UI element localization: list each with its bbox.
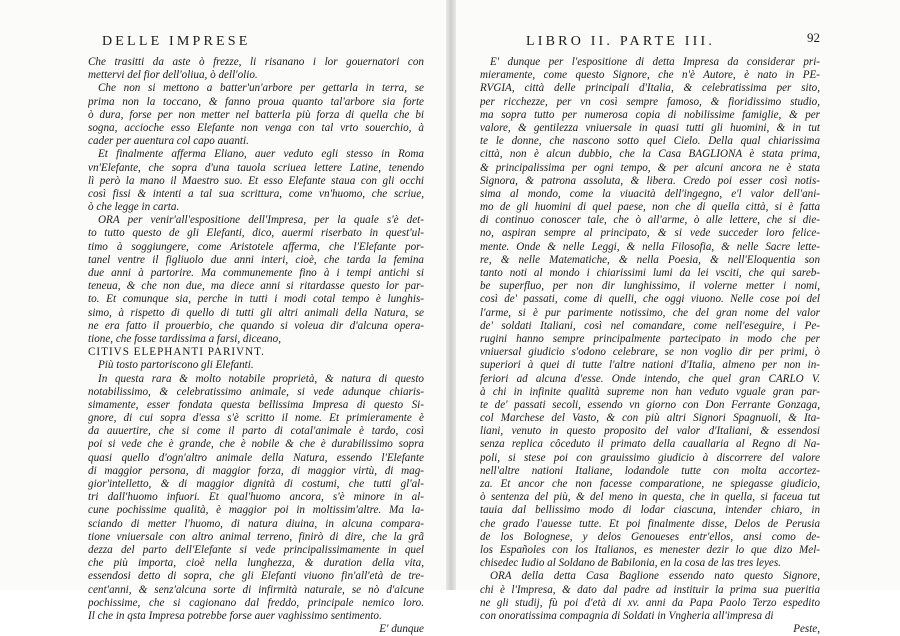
- text-line: notabilissimo, & celebratissimo animale, si vede adunque chiaris-: [88, 385, 424, 398]
- text-line: tauia dal bellissimo modo di lodar ciascuna, intender chiaro, in: [480, 504, 820, 517]
- text-line: cune pochissime qualità, è maggior poi in moltissim'altre. Ma la-: [88, 504, 424, 517]
- text-line: essendosi detto di sopra, che gli Elefanti viuono fin'all'età de tre-: [88, 570, 424, 583]
- text-line: così fissi & intenti a tal sua scrittura, come vn'huomo, che scriue,: [88, 187, 424, 200]
- text-line: mettervi del fior dell'oliua, ò dell'olio.: [88, 69, 258, 82]
- text-line: che più importa, cioè nella lunghezza, & duration della vita,: [88, 557, 424, 570]
- text-line: Più tosto partoriscono gli Elefanti.: [98, 359, 254, 372]
- text-line: Che trasitti da aste ò frezze, li risanano i lor gouernatori con: [88, 56, 424, 68]
- text-line: sciando di metter l'huomo, di natura diuina, in alcuna compara-: [88, 517, 424, 530]
- text-line: CITIVS ELEPHANTI PARIVNT.: [88, 346, 265, 359]
- text-line: quasi quello d'ogn'altro animale della Natura, essendo l'Elefante: [88, 451, 424, 464]
- text-line: mieramente, come questo Signore, che n'è Autore, è nato in PE-: [480, 69, 820, 82]
- text-line: rugini hanno sempre principalmente partecipato in modo che per: [480, 332, 820, 345]
- text-line: cent'anni, & senz'alcuna sorte di infirmità naturale, se nò d'alcune: [88, 583, 424, 596]
- running-title-right: LIBRO II. PARTE III.: [526, 34, 716, 49]
- text-line: con onoratissima compagnia di Soldati in Vngheria all'impresa di: [480, 609, 774, 622]
- text-line: per ricchezze, per vn così sempre famoso, & fioridissimo studio,: [480, 95, 820, 108]
- text-line: E' dunque per l'espositione di detta Impresa da considerar pri-: [490, 56, 820, 68]
- text-line: & principalissima per ogni tempo, & per alcuni ancora ne è stata: [480, 161, 820, 174]
- text-line: poli, si stese poi con grauissimo giudicio à discorrere del valore: [480, 451, 820, 464]
- text-line: di maggior persona, di maggior forza, di maggior virtù, di mag-: [88, 464, 424, 477]
- text-line: ò dura, forse per non metter nel batterla più forza di quella che bi: [88, 108, 424, 121]
- text-line: tione vniuersale con altro animal terreno, finirò di dire, che la grã: [88, 530, 424, 543]
- text-line: te le donne, che nascono sotto quel Cielo. Della qual chiarissima: [480, 135, 820, 148]
- text-line: tanto noti al mondo i chiarissimi lumi da lei vsciti, che qui sareb-: [480, 267, 820, 279]
- text-line: to. Et comunque sia, perche in tutti i modi cotal tempo è lunghis-: [88, 293, 424, 306]
- text-line: à chi in infinite qualità supreme non han veduto vguale gran par-: [480, 385, 820, 398]
- text-line: ORA per venir'all'espositione dell'Impresa, per la quale s'è det-: [98, 214, 424, 227]
- text-line: teneua, & che non due, ma diece anni si ritardasse questo lor par-: [88, 280, 424, 293]
- text-line: cader per auentura col capo auanti.: [88, 135, 249, 148]
- text-line: chi è l'Impresa, & dato dal padre ad instituir la prima sua pueritia: [480, 583, 820, 596]
- text-line: mo de gli huomini di quel paese, non che di quella città, si è fatta: [480, 201, 820, 214]
- text-line: ne gli studij, fù poi d'età di xv. anni da Papa Paolo Terzo espedito: [480, 596, 820, 609]
- text-line: los Españoles con los Italianos, es menester dezir lo que dizo Mel-: [480, 543, 820, 556]
- text-line: lì però la mano il Maestro suo. Et esso Elefante staua con gli occhi: [88, 174, 424, 187]
- text-line: sima al mondo, come la viuacità dell'ingegno, e'l valor dell'ani-: [480, 187, 820, 200]
- text-line: da auuertire, che si come il parto di cotal'animale è tardo, così: [88, 425, 424, 438]
- text-line: feriori ad alcuna d'esse. Onde intendo, che quel gran CARLO V.: [480, 372, 820, 385]
- text-line: to tutto questo de gli Elefanti, dico, auermi riserbato in quest'ul-: [88, 227, 424, 240]
- running-title-left: DELLE IMPRESE: [102, 34, 251, 49]
- text-line: gnore, di cui sopra d'essa s'è scritto il nome. Et primieramente è: [88, 412, 424, 425]
- text-line: tri dall'huomo infuori. Et qual'huomo ancora, s'è minore in al-: [88, 491, 424, 504]
- text-line: poi si vede che è grande, che è nobile & che è durabilissimo sopra: [88, 438, 424, 451]
- text-line: timo à soggiungere, come Aristotele afferma, che l'Elefante por-: [88, 240, 424, 253]
- text-line: vn'Elefante, che sopra d'una tauola scriuea lettere Latine, tenendo: [88, 161, 424, 174]
- text-line: ò che legge in carta.: [88, 201, 180, 214]
- text-line: dezza del parto dell'Elefante si vede principalissimamente in quel: [88, 543, 424, 556]
- text-line: sogna, accioche esso Elefante non venga con tal vrto souerchio, à: [88, 121, 424, 134]
- text-line: col Marchese del Vasto, & con più altri Signori Spagnuoli, & Ita-: [480, 412, 820, 425]
- text-line: ne era fatto il prouerbio, che quando si voleua dir d'alcuna opera-: [88, 319, 424, 332]
- text-line: così de' passati, come di quelli, che oggi viuono. Nelle cose poi del: [480, 293, 820, 306]
- text-line: Il che in qsta Impresa potrebbe forse auer vaghissimo sentimento.: [88, 609, 382, 622]
- text-line: ORA della detta Casa Baglione essendo nato questo Signore,: [490, 570, 820, 583]
- text-line: no, aspiran sempre al principato, & si vede succeder loro felice-: [480, 227, 820, 240]
- text-line: chisedec Iudio al Soldano de Babilonia, en la cosa de las tres leyes.: [480, 557, 781, 570]
- text-line: pochissime, che si cagionano dal freddo, principale nemico loro.: [88, 596, 424, 609]
- text-line: za. Et ancor che non facesse comparatione, ne spiegasse giudicio,: [480, 478, 820, 490]
- text-line: l'arme, si è pur parimente notissimo, che del gran nome del valor: [480, 306, 820, 319]
- text-line: simamente, esser fondata questa bellissima Impresa di questo Si-: [88, 398, 424, 411]
- text-line: gior'intelletto, & di maggior dignità di costumi, che tutti gl'al-: [88, 478, 424, 490]
- text-line: senza replica côceduto il primato della cauallaria al Regno di Na-: [480, 438, 820, 451]
- text-line: nell'altre nationi Italiane, lodandole tutte con molta accortez-: [480, 464, 820, 477]
- text-line: che grado l'auesse tutte. Et poi finalmente disse, Delos de Perusia: [480, 517, 820, 530]
- text-line: re, & nelle Matematiche, & nella Poesia, & nell'Eloquentia son: [480, 253, 820, 266]
- right-page-text: [480, 56, 820, 636]
- page-number: 92: [807, 30, 820, 45]
- right-page: [480, 30, 820, 636]
- text-line: be superfluo, per non dir lunghissimo, il volerne metter i nomi,: [480, 280, 820, 293]
- catchword: Peste,: [793, 623, 820, 636]
- text-line: tione, che fosse tardissima a farsi, diceano,: [88, 332, 281, 345]
- left-page-text: [88, 56, 424, 636]
- text-line: liani, venuto in questo proposito del valor d'Italiani, & essendosi: [480, 425, 820, 438]
- text-line: città, non è alcun dubbio, che la Casa BAGLIONA è stata prima,: [480, 148, 820, 161]
- text-line: de los Bolognese, y delos Genoueses entr'ellos, ansi como de-: [480, 530, 820, 543]
- text-line: prima non la toccano, & fanno proua quanto tal'arbore sia forte: [88, 95, 424, 108]
- book-gutter: [446, 0, 456, 590]
- text-line: Et finalmente afferma Eliano, auer veduto egli stesso in Roma: [98, 148, 424, 161]
- text-line: ò sentenza del più, & del meno in questa, che in quella, si faceua tut: [480, 491, 820, 504]
- catchword: E' dunque: [379, 623, 424, 636]
- left-page-header: [88, 34, 424, 52]
- text-line: Che non si mettono a batter'un'arbore per gettarla in terra, se: [98, 82, 424, 95]
- text-line: di continuo conoscer tale, che ò all'arme, ò alle lettere, che si die-: [480, 214, 820, 227]
- text-line: RVGIA, città delle principali d'Italia, & celebratissima per sito,: [480, 82, 820, 95]
- right-page-header: [480, 30, 820, 52]
- text-line: ma sopra tutto per numerosa copia di nobilissime famiglie, & per: [480, 108, 820, 121]
- text-line: de' soldati Italiani, così nel comandare, come nell'eseguire, i Pe-: [480, 319, 820, 332]
- text-line: tanel ventre il figliuolo due anni interi, cioè, che tarda la femina: [88, 253, 424, 266]
- text-line: mente. Onde & nelle Leggi, & nella Filosofia, & nelle Sacre lette-: [480, 240, 820, 253]
- text-line: In questa rara & molto notabile proprietà, & natura di questo: [98, 372, 424, 385]
- text-line: due anni à partorire. Ma communemente fino à i tempi antichi si: [88, 267, 424, 279]
- text-line: superiori à quei di tutte l'altre nationi d'Italia, almeno per non in-: [480, 359, 820, 372]
- text-line: vniuersal giudicio s'odono celebrare, se non voglio dir per primi, ò: [480, 346, 820, 359]
- text-line: te de' passati secoli, essendo vn giorno con Don Ferrante Gonzaga,: [480, 398, 820, 411]
- left-page: [88, 34, 424, 636]
- text-line: Signora, & patrona assoluta, & libera. Credo poi esser così notis-: [480, 174, 820, 187]
- text-line: valore, & gentilezza vniuersale in quasi tutti gli huomini, & in tut: [480, 121, 820, 134]
- text-line: simo, à rispetto di quello di tutti gli altri animali della Natura, se: [88, 306, 424, 319]
